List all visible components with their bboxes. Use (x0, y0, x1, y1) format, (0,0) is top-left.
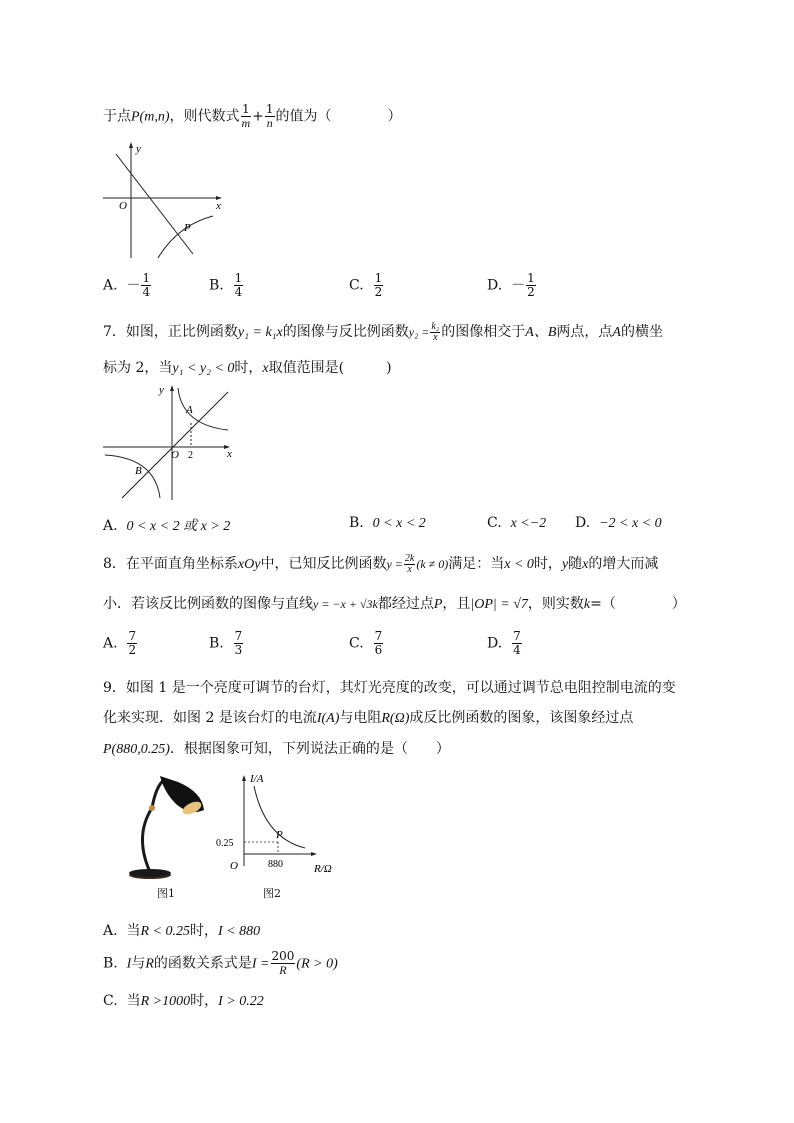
q8-option-d[interactable]: D. $\frac{7}{4}$ (487, 629, 521, 657)
q9-stem-line3: P(880,0.25)．根据图象可知，下列说法正确的是（ ） (103, 741, 450, 757)
q7-y-arrow (170, 385, 174, 391)
q9-p-label: P (276, 829, 283, 841)
q6-expr-frac2: $\frac{1}{n}$ (265, 102, 274, 130)
q7-proportional-line (122, 392, 228, 498)
q6-line (116, 154, 193, 254)
q7-stem-line2: 标为 2，当y₁ < y₂ < 0时，x取值范围是( ) (103, 360, 392, 376)
q7-b-label: B (135, 465, 142, 477)
q9-graph (210, 768, 345, 880)
q7-origin-label: O (171, 449, 179, 461)
q6-origin-label: O (119, 200, 127, 212)
q7-stem-line1: 7．如图，正比例函数y₁ = k₁x的图像与反比例函数y₂ = $\frac{\text{k₂}}{x}$ 的图像相交于A、B两点，点A的横坐 (103, 320, 663, 343)
lamp-joint (149, 805, 155, 811)
q8-stem-line1: 8．在平面直角坐标系xOy中，已知反比例函数y = $\frac{2k}{x}$ (k ≠ 0)满足：当x < 0时，y随x的增大而减 (103, 552, 659, 575)
q7-a-label: A (186, 404, 193, 416)
q8-option-a[interactable]: A. $\frac{7}{2}$ (103, 629, 137, 657)
q9-x-label: R/Ω (314, 863, 332, 875)
q7-option-a[interactable]: A. 0 < x < 2 或 x > 2 (103, 518, 231, 534)
lamp-arm-upper (152, 780, 164, 808)
q9-y-label: I/A (250, 773, 264, 785)
q6-option-a[interactable]: A. － $\frac{1}{4}$ (103, 271, 151, 299)
q7-graph (100, 380, 240, 502)
q6-stem: 于点P(m,n)，则代数式 $\frac{1}{m}$ + $\frac{1}{n}$ 的值为（ ） (103, 102, 402, 130)
q7-hyperbola-q3 (105, 455, 160, 498)
q8-stem-line2: 小．若该反比例函数的图像与直线y = −x + √3k都经过点P，且|OP| = √7，则实数k=（ ） (103, 596, 686, 612)
q7-option-c[interactable]: C. x <−2 (487, 515, 547, 531)
q9-origin-label: O (230, 860, 238, 872)
q7-option-b[interactable]: B. 0 < x < 2 (349, 515, 426, 531)
q9-fig2-caption: 图2 (263, 887, 281, 900)
q6-option-b[interactable]: B. $\frac{1}{4}$ (209, 271, 243, 299)
q6-x-label: x (216, 200, 221, 212)
q9-x-arrow (311, 852, 317, 856)
q6-option-c[interactable]: C. $\frac{1}{2}$ (349, 271, 383, 299)
q7-y-label: y (159, 384, 164, 396)
q9-stem-line1: 9．如图 1 是一个亮度可调节的台灯，其灯光亮度的改变，可以通过调节总电阻控制电流的变 (103, 680, 676, 696)
q6-y-label: y (136, 143, 141, 155)
q6-y-arrow (129, 142, 133, 148)
q9-lamp-illustration (120, 766, 210, 884)
q9-option-a[interactable]: A. 当R < 0.25时，I < 880 (103, 923, 261, 939)
q9-x-tick: 880 (268, 859, 283, 870)
q6-graph (98, 140, 228, 262)
q7-x-label: x (227, 448, 232, 460)
q9-y-arrow (242, 775, 246, 781)
q8-option-b[interactable]: B. $\frac{7}{3}$ (209, 629, 243, 657)
q6-p-label: P (184, 222, 191, 234)
q7-option-d[interactable]: D. −2 < x < 0 (575, 515, 662, 531)
q9-fig1-caption: 图1 (157, 887, 175, 900)
q6-option-d[interactable]: D. － $\frac{1}{2}$ (487, 271, 535, 299)
q9-option-b[interactable]: B. I与R的函数关系式是I = $\frac{200}{R}$ (R > 0) (103, 949, 338, 977)
q6-expr-frac1: $\frac{1}{m}$ (241, 102, 251, 130)
q9-stem-line2: 化来实现．如图 2 是该台灯的电流I(A)与电阻R(Ω)成反比例函数的图象，该图象经过点 (103, 710, 634, 726)
lamp-arm-lower (142, 808, 152, 872)
q9-y-tick: 0.25 (216, 838, 234, 849)
q8-option-c[interactable]: C. $\frac{7}{6}$ (349, 629, 383, 657)
q7-tick-2: 2 (188, 450, 193, 461)
q9-option-c[interactable]: C. 当R >1000时，I > 0.22 (103, 993, 264, 1009)
